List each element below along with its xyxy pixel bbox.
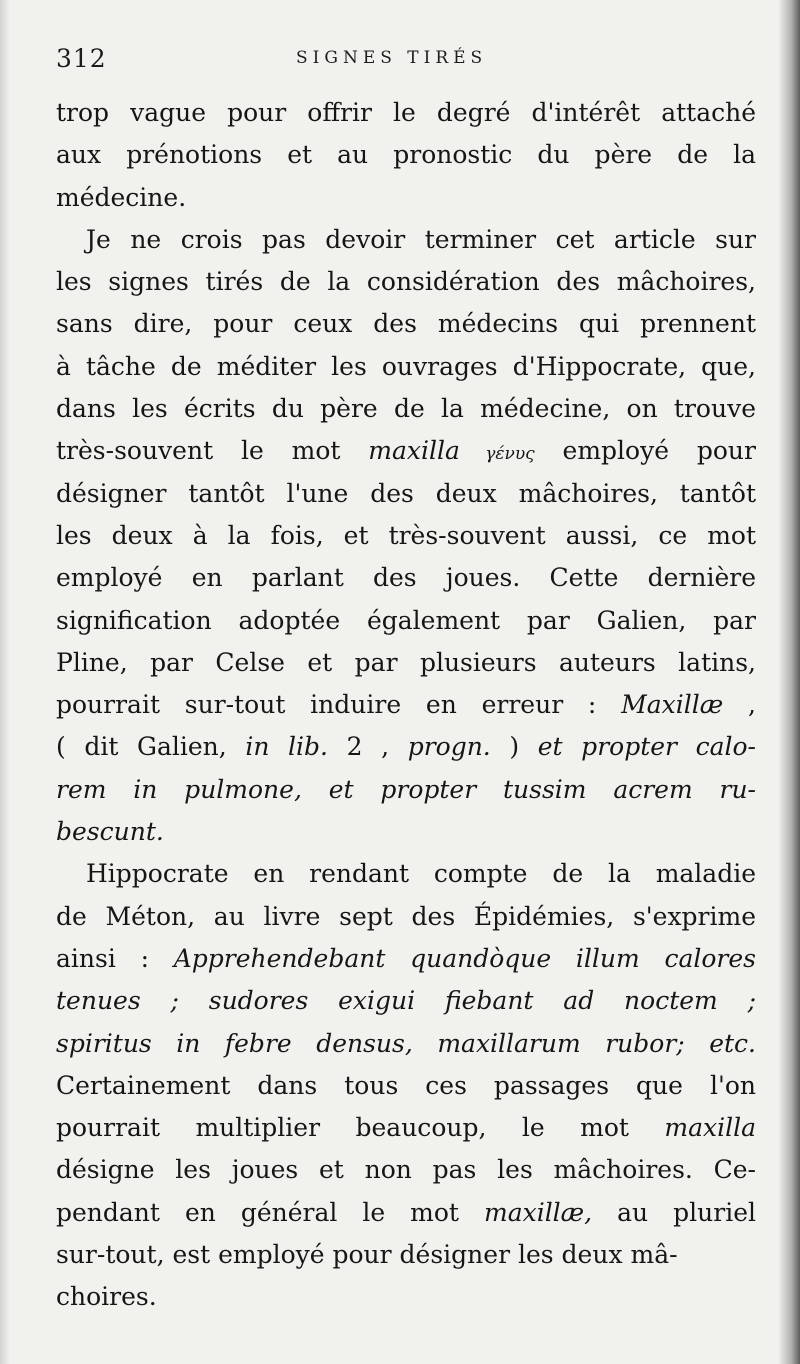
text-segment: désigne les joues et non pas les mâchoires. Ce- (56, 1155, 756, 1185)
text-line (56, 600, 756, 642)
text-segment: 2 , (328, 732, 408, 762)
text-line (56, 134, 756, 176)
text-segment: signification adoptée également par Galien, par (56, 605, 756, 635)
text-line (56, 473, 756, 515)
page-left-edge-shadow (0, 0, 10, 1364)
text-segment: les signes tirés de la considération des mâchoires, (56, 267, 756, 297)
text-segment: au pluriel (592, 1197, 756, 1227)
text-line (56, 1023, 756, 1065)
italic-text: maxilla (368, 436, 460, 466)
text-line (56, 1276, 756, 1318)
text-segment: dans les écrits du père de la médecine, on trouve (56, 394, 756, 424)
text-line (56, 938, 756, 980)
text-line (56, 177, 756, 219)
text-line (56, 346, 756, 388)
text-segment: ainsi : (56, 943, 174, 973)
text-segment: de Méton, au livre sept des Épidémies, s'exprime (56, 901, 756, 931)
text-line (56, 642, 756, 684)
text-line (56, 684, 756, 726)
running-head: SIGNES TIRÉS (296, 48, 488, 68)
greek-word: γένυς (459, 444, 535, 465)
text-line (56, 515, 756, 557)
text-line (56, 92, 756, 134)
text-line (56, 303, 756, 345)
text-segment: à tâche de méditer les ouvrages d'Hippocrate, que, (56, 351, 756, 381)
text-segment: médecine. (56, 182, 187, 212)
text-segment: trop vague pour offrir le degré d'intérêt attaché (56, 98, 756, 127)
text-segment: Hippocrate en rendant compte de la maladie (86, 859, 756, 889)
text-segment: ) (490, 732, 538, 762)
italic-text: et propter calo- (537, 732, 756, 762)
text-line (56, 261, 756, 303)
text-line (56, 1107, 756, 1149)
text-line (56, 388, 756, 430)
text-line (56, 980, 756, 1022)
italic-text: Maxillæ (621, 690, 724, 720)
italic-text: tenues ; sudores exigui fiebant ad noctem ; (56, 986, 756, 1016)
text-line (56, 853, 756, 895)
italic-text: progn. (407, 732, 491, 762)
text-line (56, 811, 756, 853)
italic-text: maxilla (664, 1113, 756, 1143)
body-text (56, 92, 756, 1319)
text-segment: pendant en général le mot (56, 1197, 484, 1227)
italic-text: Apprehendebant quandòque illum calores (173, 943, 756, 973)
text-segment: Je ne crois pas devoir terminer cet article sur (86, 224, 756, 254)
text-segment: désigner tantôt l'une des deux mâchoires, tantôt (56, 478, 756, 508)
text-line (56, 1065, 756, 1107)
text-segment: pourrait sur-tout induire en erreur : (56, 690, 622, 720)
text-line (56, 896, 756, 938)
text-segment: Pline, par Celse et par plusieurs auteurs latins, (56, 647, 756, 677)
text-line (56, 726, 756, 768)
page-header (56, 38, 760, 78)
text-segment: sur-tout, est employé pour désigner les deux mâ- (56, 1240, 678, 1270)
text-segment: ( dit Galien, (56, 732, 246, 762)
text-segment: employé en parlant des joues. Cette dernière (56, 563, 756, 593)
italic-text: maxillæ, (483, 1197, 593, 1227)
text-segment: aux prénotions et au pronostic du père de la (56, 140, 756, 170)
text-segment: sans dire, pour ceux des médecins qui prennent (56, 309, 756, 339)
text-segment: employé pour (534, 436, 756, 466)
italic-text: spiritus in febre densus, maxillarum rubor; etc. (56, 1028, 756, 1058)
italic-text: bescunt. (56, 817, 164, 847)
text-line (56, 219, 756, 261)
text-line (56, 1234, 756, 1276)
page-number: 312 (56, 44, 107, 73)
text-segment: très-souvent le mot (56, 436, 369, 466)
italic-text: rem in pulmone, et propter tussim acrem ru- (56, 774, 756, 804)
text-line (56, 1192, 756, 1234)
text-line (56, 430, 756, 472)
text-segment: Certainement dans tous ces passages que l'on (56, 1070, 756, 1100)
text-segment: pourrait multiplier beaucoup, le mot (56, 1113, 665, 1143)
page-right-edge-shadow (778, 0, 800, 1364)
italic-text: in lib. (245, 732, 328, 762)
text-line (56, 769, 756, 811)
text-segment: les deux à la fois, et très-souvent aussi, ce mot (56, 520, 756, 550)
text-line (56, 557, 756, 599)
text-segment: , (723, 690, 756, 720)
text-segment: choires. (56, 1282, 157, 1312)
text-line (56, 1149, 756, 1191)
